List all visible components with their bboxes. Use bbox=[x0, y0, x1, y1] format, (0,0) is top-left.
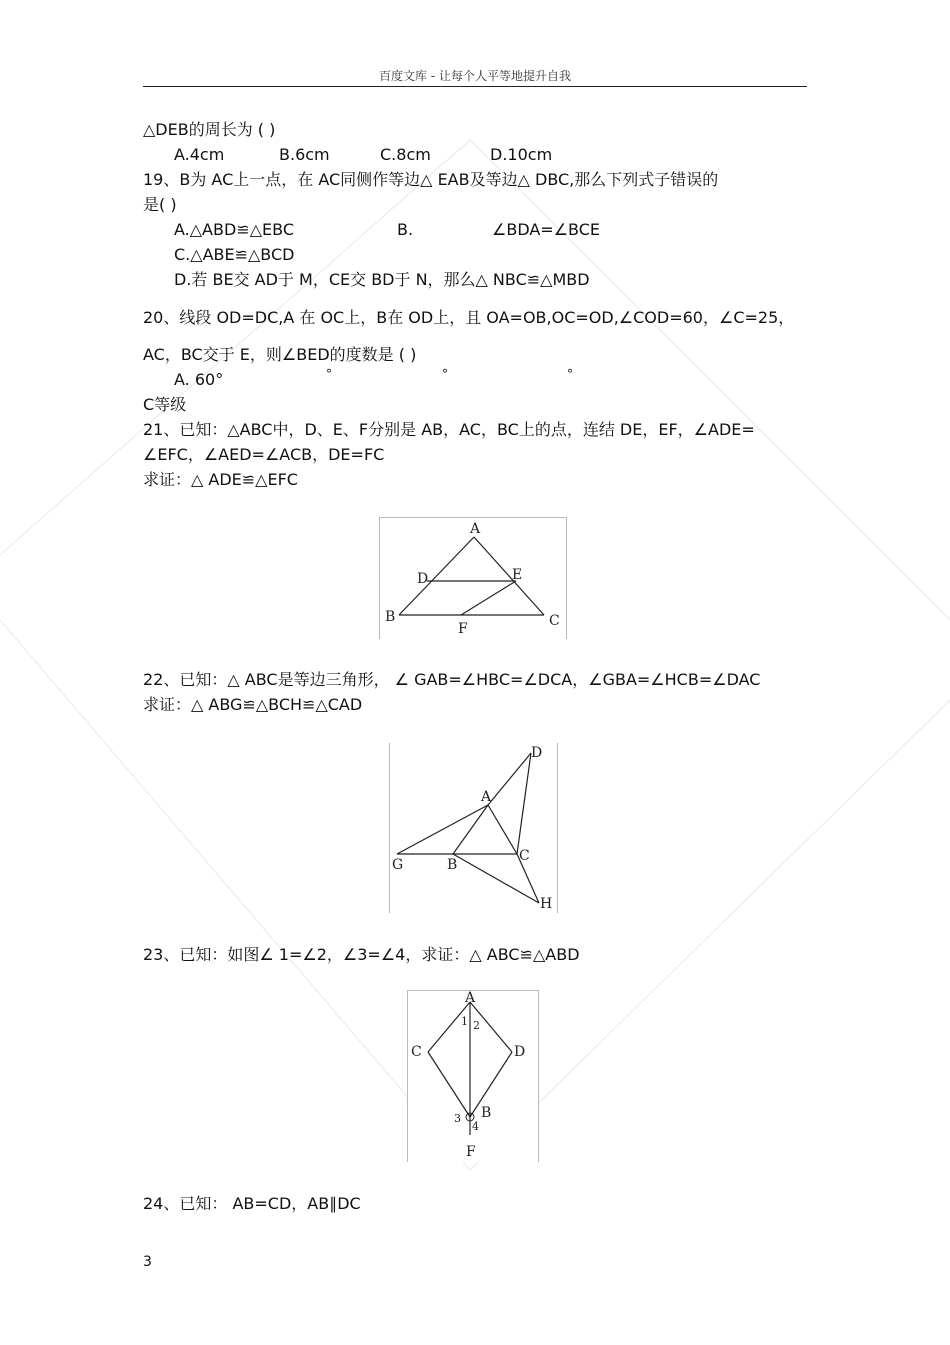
section-heading: C等级 bbox=[143, 395, 187, 414]
question-20: 20、线段 OD=DC,A 在 OC上，B在 OD上，且 OA=OB,OC=OD,∠COD=60，∠C=25， bbox=[143, 308, 795, 327]
label-a: A bbox=[481, 789, 492, 805]
label-c: C bbox=[549, 613, 560, 629]
question-23: 23、已知：如图∠ 1=∠2，∠3=∠4，求证：△ ABC≌△ABD bbox=[143, 945, 580, 964]
text-line: AC，BC交于 E，则∠BED的度数是 ( ) bbox=[143, 345, 417, 364]
degree-mark: ° bbox=[326, 367, 332, 381]
option-b: B. bbox=[397, 220, 414, 239]
option-d: D.若 BE交 AD于 M，CE交 BD于 N，那么△ NBC≌△MBD bbox=[174, 270, 590, 289]
angle-3: 3 bbox=[454, 1112, 461, 1125]
label-d: D bbox=[531, 745, 543, 761]
text-line: ∠EFC，∠AED=∠ACB，DE=FC bbox=[143, 445, 385, 464]
figure-22 bbox=[389, 743, 558, 913]
text-line: 是( ) bbox=[143, 195, 177, 214]
option-b-text: ∠BDA=∠BCE bbox=[492, 220, 601, 239]
label-d: D bbox=[417, 571, 429, 587]
label-f: F bbox=[466, 1144, 476, 1160]
label-h: H bbox=[540, 896, 553, 912]
label-b: B bbox=[481, 1105, 492, 1121]
text-line: 求证：△ ABG≌△BCH≌△CAD bbox=[143, 695, 363, 714]
angle-2: 2 bbox=[473, 1019, 480, 1032]
label-f: F bbox=[458, 621, 468, 637]
page-number: 3 bbox=[143, 1254, 152, 1270]
label-a: A bbox=[465, 990, 476, 1006]
question-19: 19、B为 AC上一点，在 AC同侧作等边△ EAB及等边△ DBC,那么下列式子错误的 bbox=[143, 170, 719, 189]
figure-23 bbox=[407, 990, 539, 1162]
text-line: △DEB的周长为 ( ) bbox=[143, 120, 276, 139]
degree-mark: ° bbox=[442, 367, 448, 381]
question-21: 21、已知：△ABC中，D、E、F分别是 AB，AC，BC上的点，连结 DE，EF，∠ADE= bbox=[143, 420, 755, 439]
label-c: C bbox=[411, 1044, 422, 1060]
option-b: B.6cm bbox=[279, 145, 330, 164]
text-line: 求证：△ ADE≌△EFC bbox=[143, 470, 298, 489]
label-b: B bbox=[385, 609, 396, 625]
label-b: B bbox=[447, 857, 458, 873]
question-22: 22、已知：△ ABC是等边三角形， ∠ GAB=∠HBC=∠DCA，∠GBA=∠HCB=∠DAC bbox=[143, 670, 761, 689]
label-a: A bbox=[470, 521, 481, 537]
header-rule bbox=[143, 86, 807, 87]
label-e: E bbox=[512, 567, 523, 583]
option-c: C.8cm bbox=[380, 145, 431, 164]
label-c: C bbox=[519, 848, 530, 864]
option-d: D.10cm bbox=[490, 145, 553, 164]
question-24: 24、已知： AB=CD，AB∥DC bbox=[143, 1194, 361, 1213]
label-d: D bbox=[514, 1044, 526, 1060]
degree-mark: ° bbox=[567, 367, 573, 381]
angle-1: 1 bbox=[461, 1015, 468, 1028]
option-a: A. 60° bbox=[174, 370, 224, 389]
page-header-title: 百度文库 - 让每个人平等地提升自我 bbox=[379, 69, 571, 83]
option-c: C.△ABE≌△BCD bbox=[174, 245, 295, 264]
angle-4: 4 bbox=[472, 1120, 479, 1133]
option-a: A.4cm bbox=[174, 145, 225, 164]
figure-21 bbox=[379, 517, 567, 639]
label-g: G bbox=[392, 857, 404, 873]
option-a: A.△ABD≌△EBC bbox=[174, 220, 294, 239]
